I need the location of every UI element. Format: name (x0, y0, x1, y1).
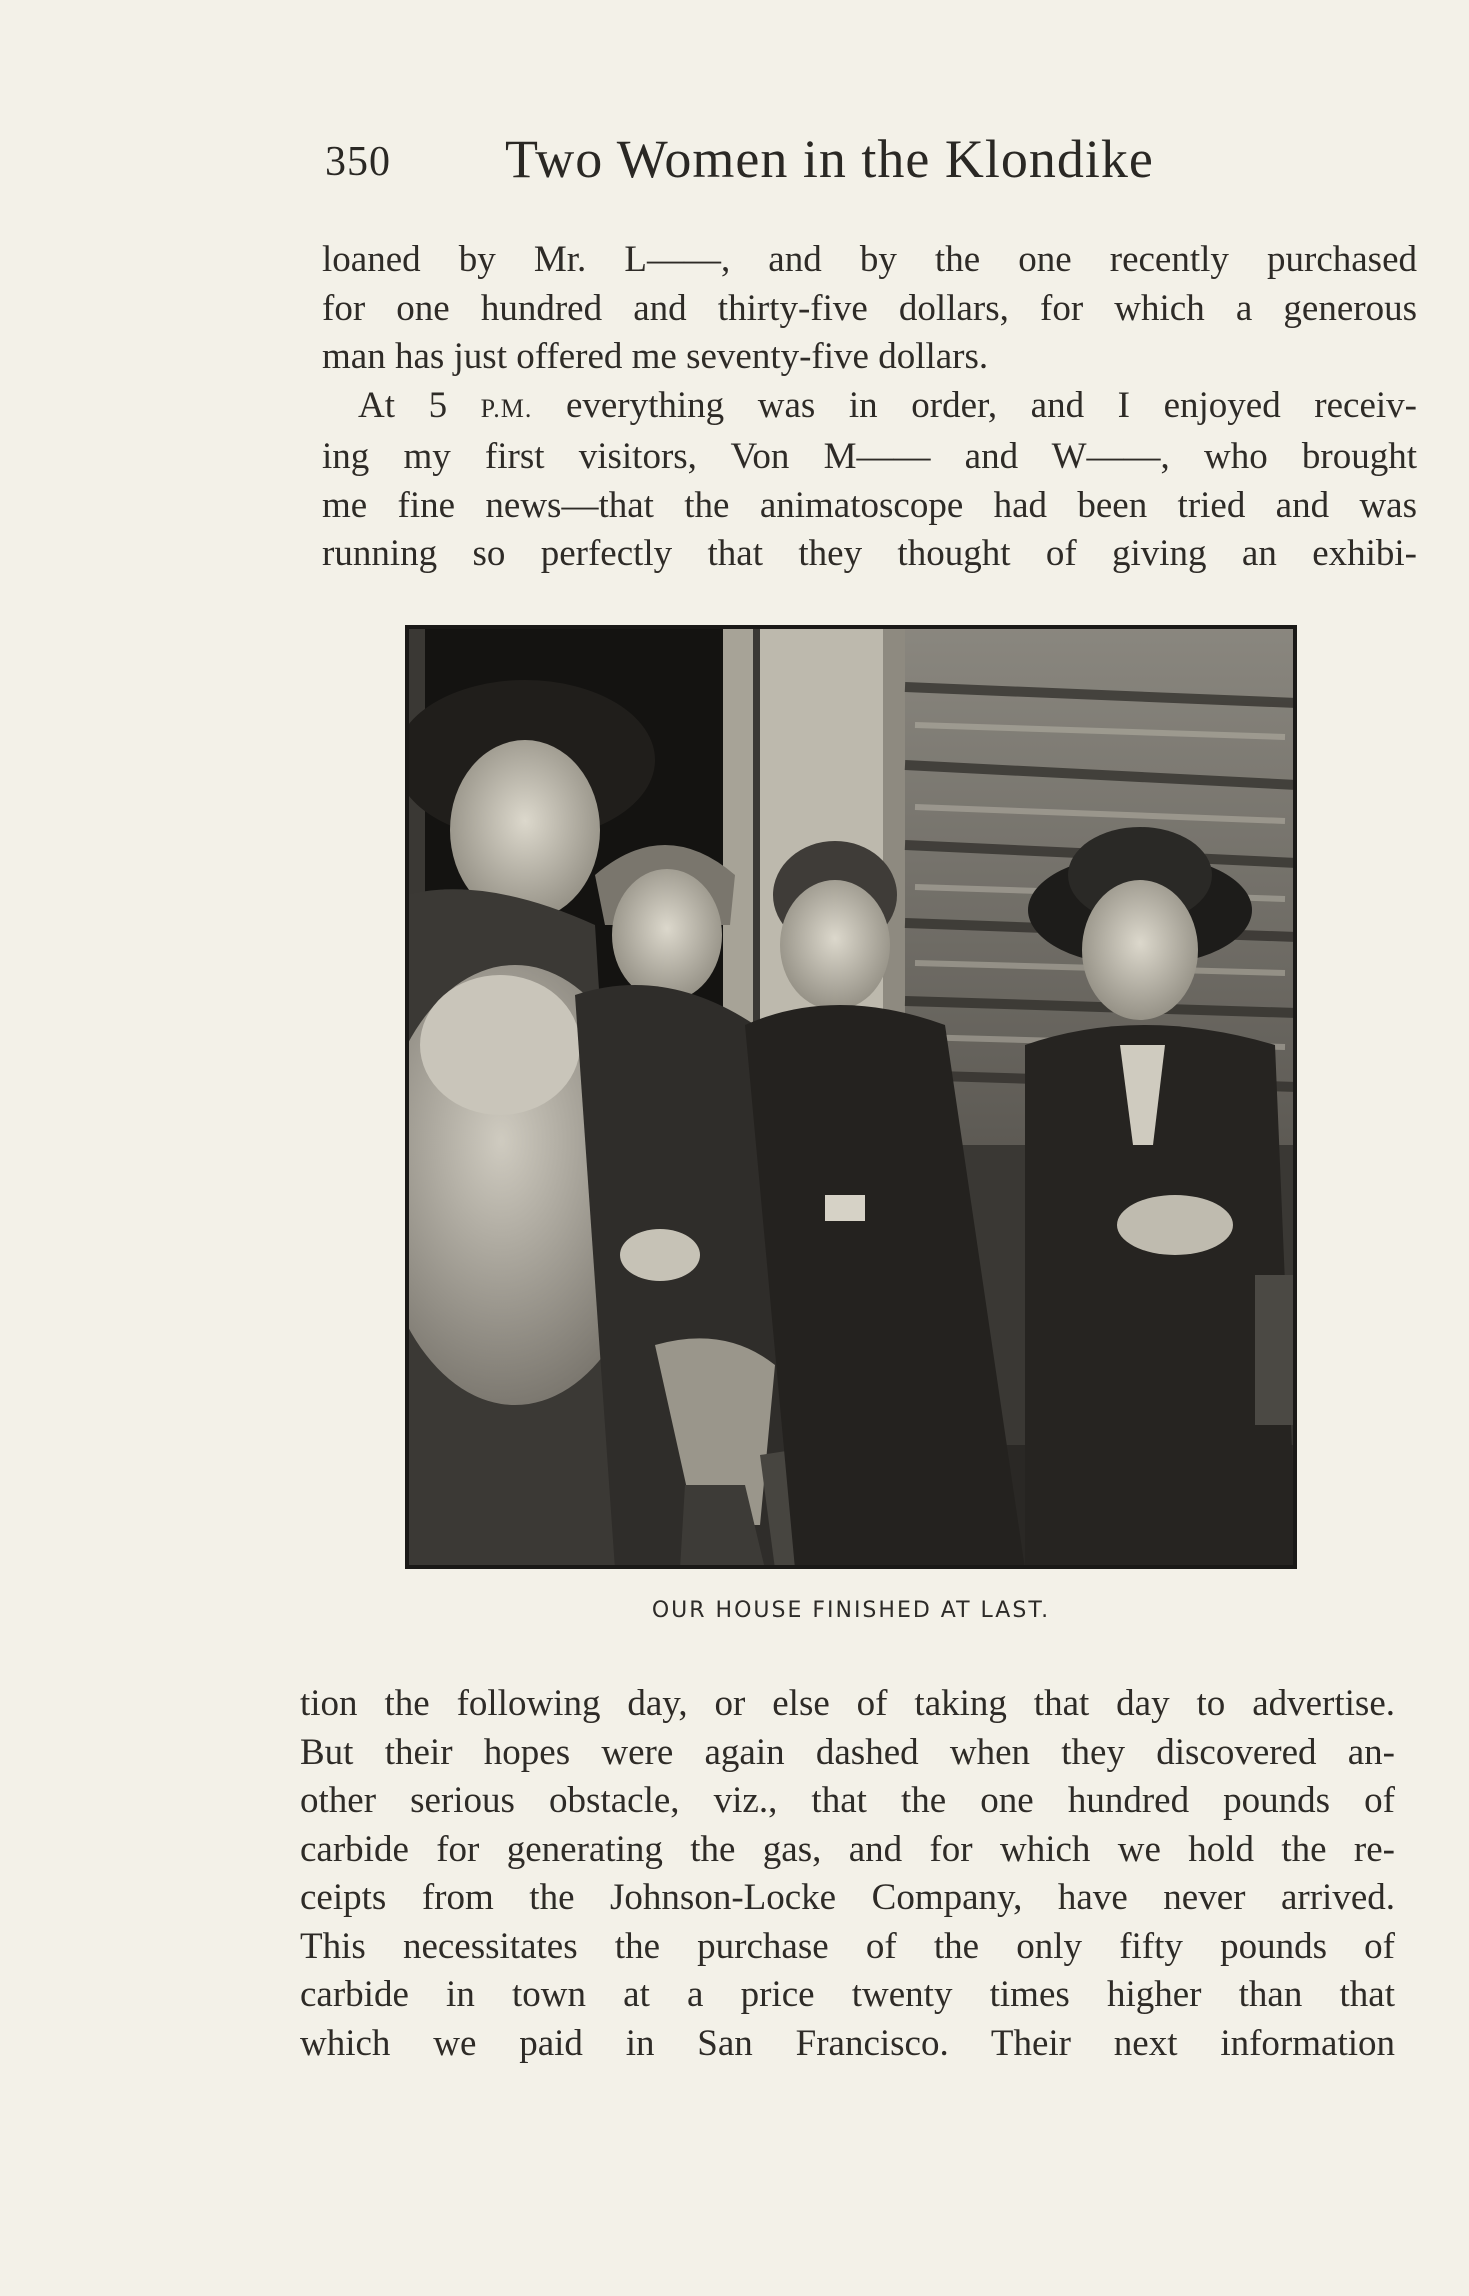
text-line: carbide in town at a price twenty times higher than that (300, 1974, 1395, 2015)
body-text-top (322, 236, 1417, 579)
text-line: other serious obstacle, viz., that the one hundred pounds of (300, 1780, 1395, 1821)
page-number: 350 (325, 139, 391, 185)
text-line: ceipts from the Johnson-Locke Company, have never arrived. (300, 1877, 1395, 1918)
body-text-bottom (300, 1680, 1395, 2068)
text-line: for one hundred and thirty-five dollars, for which a generous (322, 287, 1417, 329)
time-abbreviation: P.M. (480, 393, 533, 423)
figure-caption: OUR HOUSE FINISHED AT LAST. (651, 1598, 1051, 1623)
photograph (405, 625, 1297, 1569)
page-header (325, 128, 1325, 188)
text-line (322, 382, 1417, 434)
text-line: This necessitates the purchase of the only fifty pounds of (300, 1925, 1395, 1967)
text-line: which we paid in San Francisco. Their next information (300, 2022, 1395, 2064)
text-fragment: At 5 (358, 384, 481, 426)
text-line: tion the following day, or else of taking that day to advertise. (300, 1683, 1395, 1724)
text-line: ing my first visitors, Von M—— and W——, who brought (322, 436, 1417, 477)
text-line: man has just offered me seventy-five dollars. (322, 336, 989, 377)
text-line: me fine news—that the animatoscope had been tried and was (322, 484, 1417, 526)
photograph-illustration (405, 625, 1297, 1569)
text-line: But their hopes were again dashed when they discovered an- (300, 1731, 1395, 1773)
text-line: carbide for generating the gas, and for which we hold the re- (300, 1828, 1395, 1870)
text-line: running so perfectly that they thought of giving an exhibi- (322, 533, 1417, 574)
text-fragment: everything was in order, and I enjoyed receiv- (532, 384, 1417, 426)
running-title: Two Women in the Klondike (505, 129, 1154, 189)
text-line: loaned by Mr. L——, and by the one recently purchased (322, 239, 1417, 280)
